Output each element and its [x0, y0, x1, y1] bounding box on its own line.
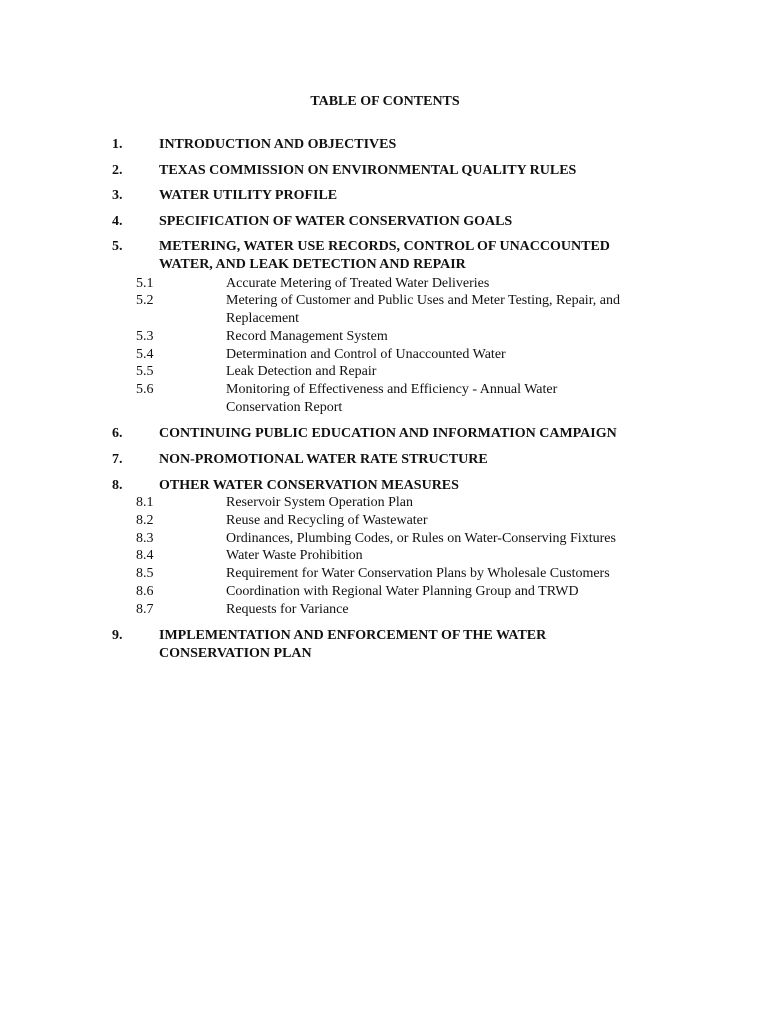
toc-subsection-8-7 [0, 601, 770, 619]
section-title: OTHER WATER CONSERVATION MEASURES [159, 478, 459, 493]
section-title: TEXAS COMMISSION ON ENVIRONMENTAL QUALITY RULES [159, 163, 577, 178]
subsection-title: Reuse and Recycling of Wastewater [226, 513, 428, 528]
toc-subsection-8-3 [0, 530, 770, 548]
section-number: 8. [112, 478, 123, 493]
subsection-title: Reservoir System Operation Plan [226, 495, 414, 510]
section-title: WATER UTILITY PROFILE [159, 188, 338, 203]
subsection-number: 5.3 [136, 329, 154, 344]
toc-subsection-5-5 [0, 363, 770, 381]
subsection-title: Accurate Metering of Treated Water Deliveries [226, 276, 490, 291]
subsection-number: 5.5 [136, 364, 154, 379]
toc-subsection-8-2 [0, 512, 770, 530]
subsection-title: Coordination with Regional Water Planning Group and TRWD [226, 584, 579, 599]
section-title: INTRODUCTION AND OBJECTIVES [159, 137, 397, 152]
toc-subsection-5-4 [0, 346, 770, 364]
section-number: 7. [112, 452, 123, 467]
subsection-title: Determination and Control of Unaccounted Water [226, 347, 506, 362]
toc-subsection-8-6 [0, 583, 770, 601]
subsection-number: 8.3 [136, 531, 154, 546]
subsection-title: Monitoring of Effectiveness and Efficiency - Annual Water Conservation Report [226, 382, 558, 415]
section-title: SPECIFICATION OF WATER CONSERVATION GOALS [159, 214, 513, 229]
subsection-number: 8.5 [136, 566, 154, 581]
section-number: 6. [112, 426, 123, 441]
subsection-title: Leak Detection and Repair [226, 364, 377, 379]
subsection-number: 8.7 [136, 602, 154, 617]
subsection-title: Record Management System [226, 329, 388, 344]
subsection-title: Metering of Customer and Public Uses and Meter Testing, Repair, and Replacement [226, 293, 621, 326]
section-number: 5. [112, 239, 123, 254]
toc-subsection-8-4 [0, 547, 770, 565]
subsection-title: Requirement for Water Conservation Plans by Wholesale Customers [226, 566, 610, 581]
toc-subsection-5-3 [0, 328, 770, 346]
toc-subsection-8-1 [0, 494, 770, 512]
page-title: TABLE OF CONTENTS [310, 94, 460, 109]
subsection-title: Requests for Variance [226, 602, 349, 617]
toc-subsection-5-2 [0, 292, 770, 326]
subsection-number: 5.1 [136, 276, 154, 291]
subsection-number: 5.2 [136, 293, 154, 308]
section-number: 4. [112, 214, 123, 229]
subsection-number: 8.4 [136, 548, 154, 563]
toc-subsection-5-6 [0, 381, 770, 415]
section-number: 3. [112, 188, 123, 203]
section-number: 2. [112, 163, 123, 178]
subsection-title: Ordinances, Plumbing Codes, or Rules on Water-Conserving Fixtures [226, 531, 616, 546]
subsection-number: 8.1 [136, 495, 154, 510]
subsection-number: 5.6 [136, 382, 154, 397]
section-number: 1. [112, 137, 123, 152]
section-title: CONTINUING PUBLIC EDUCATION AND INFORMATION CAMPAIGN [159, 426, 617, 441]
toc-subsection-8-5 [0, 565, 770, 583]
subsection-number: 5.4 [136, 347, 154, 362]
section-number: 9. [112, 628, 123, 643]
section-title: NON-PROMOTIONAL WATER RATE STRUCTURE [159, 452, 488, 467]
section-title: METERING, WATER USE RECORDS, CONTROL OF UNACCOUNTED WATER, AND LEAK DETECTION AND REPAIR [159, 239, 610, 272]
section-title: IMPLEMENTATION AND ENFORCEMENT OF THE WATER CONSERVATION PLAN [159, 628, 547, 661]
toc-subsection-5-1 [0, 275, 770, 293]
subsection-number: 8.2 [136, 513, 154, 528]
subsection-title: Water Waste Prohibition [226, 548, 363, 563]
subsection-number: 8.6 [136, 584, 154, 599]
